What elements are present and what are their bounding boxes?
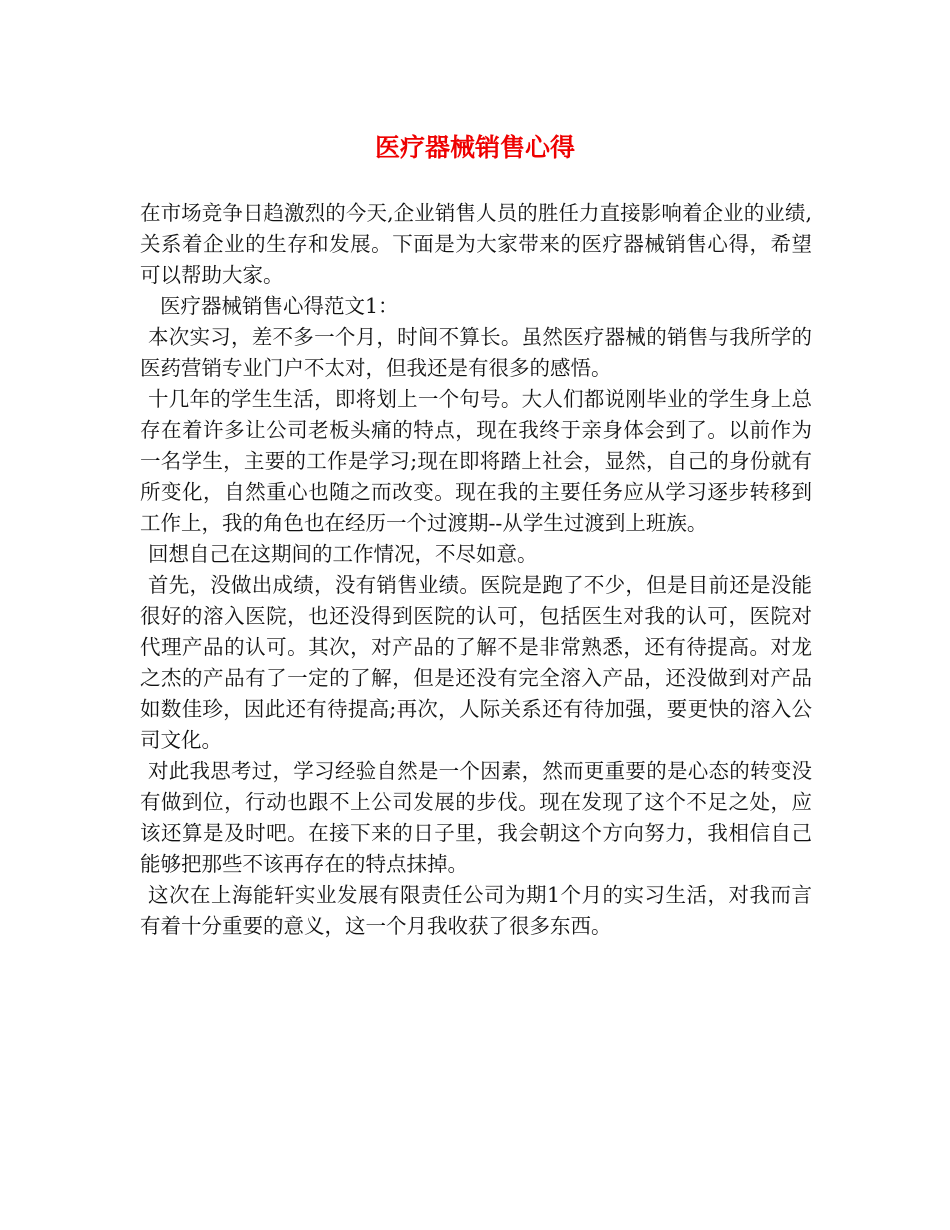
- paragraph-internship: 本次实习，差不多一个月，时间不算长。虽然医疗器械的销售与我所学的医药营销专业门户不太对，但我还是有很多的感悟。: [140, 325, 812, 380]
- paragraph-thinking: 对此我思考过，学习经验自然是一个因素，然而更重要的是心态的转变没有做到位，行动也跟不上公司发展的步伐。现在发现了这个不足之处，应该还算是及时吧。在接下来的日子里，我会朝这个方向努力，我相信自己能够把那些不该再存在的特点抹掉。: [140, 759, 812, 876]
- paragraph-sample-heading: 医疗器械销售心得范文1：: [160, 294, 399, 318]
- paragraph-student-life: 十几年的学生生活，即将划上一个句号。大人们都说刚毕业的学生身上总存在着许多让公司老板头痛的特点，现在我终于亲身体会到了。以前作为一名学生，主要的工作是学习;现在即将踏上社会，显然，自己的身份就有所变化，自然重心也随之而改变。现在我的主要任务应从学习逐步转移到工作上，我的角色也在经历一个过渡期--从学生过渡到上班族。: [140, 387, 812, 535]
- paragraph-reflection: 回想自己在这期间的工作情况，不尽如意。: [148, 542, 538, 566]
- paragraph-intro: 在市场竞争日趋激烈的今天,企业销售人员的胜任力直接影响着企业的业绩,关系着企业的生存和发展。下面是为大家带来的医疗器械销售心得，希望可以帮助大家。: [140, 201, 812, 287]
- paragraph-shortcomings: 首先，没做出成绩，没有销售业绩。医院是跑了不少，但是目前还是没能很好的溶入医院，也还没得到医院的认可，包括医生对我的认可，医院对代理产品的认可。其次，对产品的了解不是非常熟悉，还有待提高。对龙之杰的产品有了一定的了解，但是还没有完全溶入产品，还没做到对产品如数佳珍，因此还有待提高;再次，人际关系还有待加强，要更快的溶入公司文化。: [140, 573, 812, 752]
- document-title: 医疗器械销售心得: [374, 133, 575, 162]
- document-body: [140, 198, 812, 942]
- paragraph-conclusion: 这次在上海能轩实业发展有限责任公司为期1个月的实习生活，对我而言有着十分重要的意义，这一个月我收获了很多东西。: [140, 883, 812, 938]
